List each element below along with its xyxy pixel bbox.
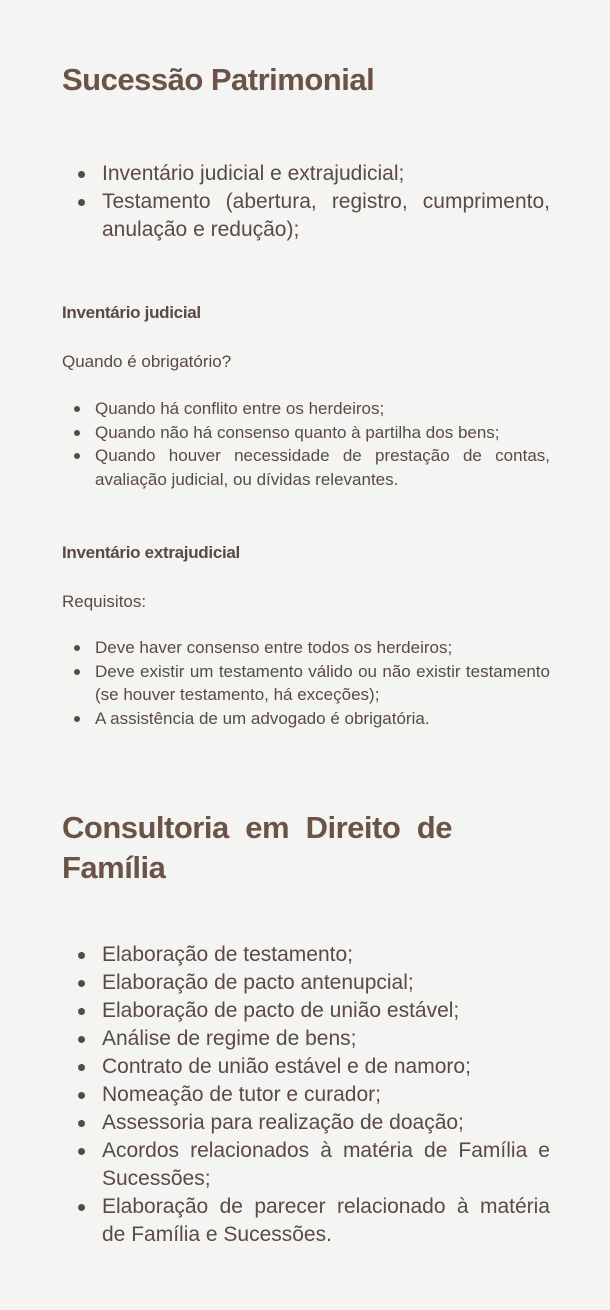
list-item: Nomeação de tutor e curador; <box>62 1081 550 1109</box>
list-item: Análise de regime de bens; <box>62 1025 550 1053</box>
list-item: Inventário judicial e extrajudicial; <box>62 160 550 188</box>
list-item: Contrato de união estável e de namoro; <box>62 1053 550 1081</box>
question-text: Quando é obrigatório? <box>62 352 232 371</box>
sucessao-list <box>62 160 550 244</box>
list-item: Testamento (abertura, registro, cumprimento, anulação e redução); <box>62 188 550 244</box>
list-item: Quando houver necessidade de prestação de contas, avaliação judicial, ou dívidas relevantes. <box>62 444 550 491</box>
list-item: Deve haver consenso entre todos os herdeiros; <box>62 636 550 660</box>
list-item: Acordos relacionados à matéria de Família e Sucessões; <box>62 1137 550 1193</box>
extrajudicial-list <box>62 636 550 730</box>
list-item: Elaboração de pacto antenupcial; <box>62 969 550 997</box>
section-title-sucessao: Sucessão Patrimonial <box>62 62 375 97</box>
consultoria-list <box>62 941 550 1249</box>
list-item: Quando há conflito entre os herdeiros; <box>62 397 550 421</box>
heading-inventario-extrajudicial: Inventário extrajudicial <box>62 543 240 562</box>
list-item: Quando não há consenso quanto à partilha dos bens; <box>62 421 550 445</box>
list-item: Elaboração de parecer relacionado à matéria de Família e Sucessões. <box>62 1193 550 1249</box>
requisitos-label: Requisitos: <box>62 592 147 611</box>
list-item: Elaboração de testamento; <box>62 941 550 969</box>
heading-inventario-judicial: Inventário judicial <box>62 303 201 322</box>
list-item: Elaboração de pacto de união estável; <box>62 997 550 1025</box>
section-title-consultoria: Consultoria em Direito de Família <box>62 810 452 885</box>
list-item: Assessoria para realização de doação; <box>62 1109 550 1137</box>
judicial-list <box>62 397 550 491</box>
list-item: Deve existir um testamento válido ou não existir testamento (se houver testamento, há exceções); <box>62 660 550 707</box>
list-item: A assistência de um advogado é obrigatória. <box>62 707 550 731</box>
